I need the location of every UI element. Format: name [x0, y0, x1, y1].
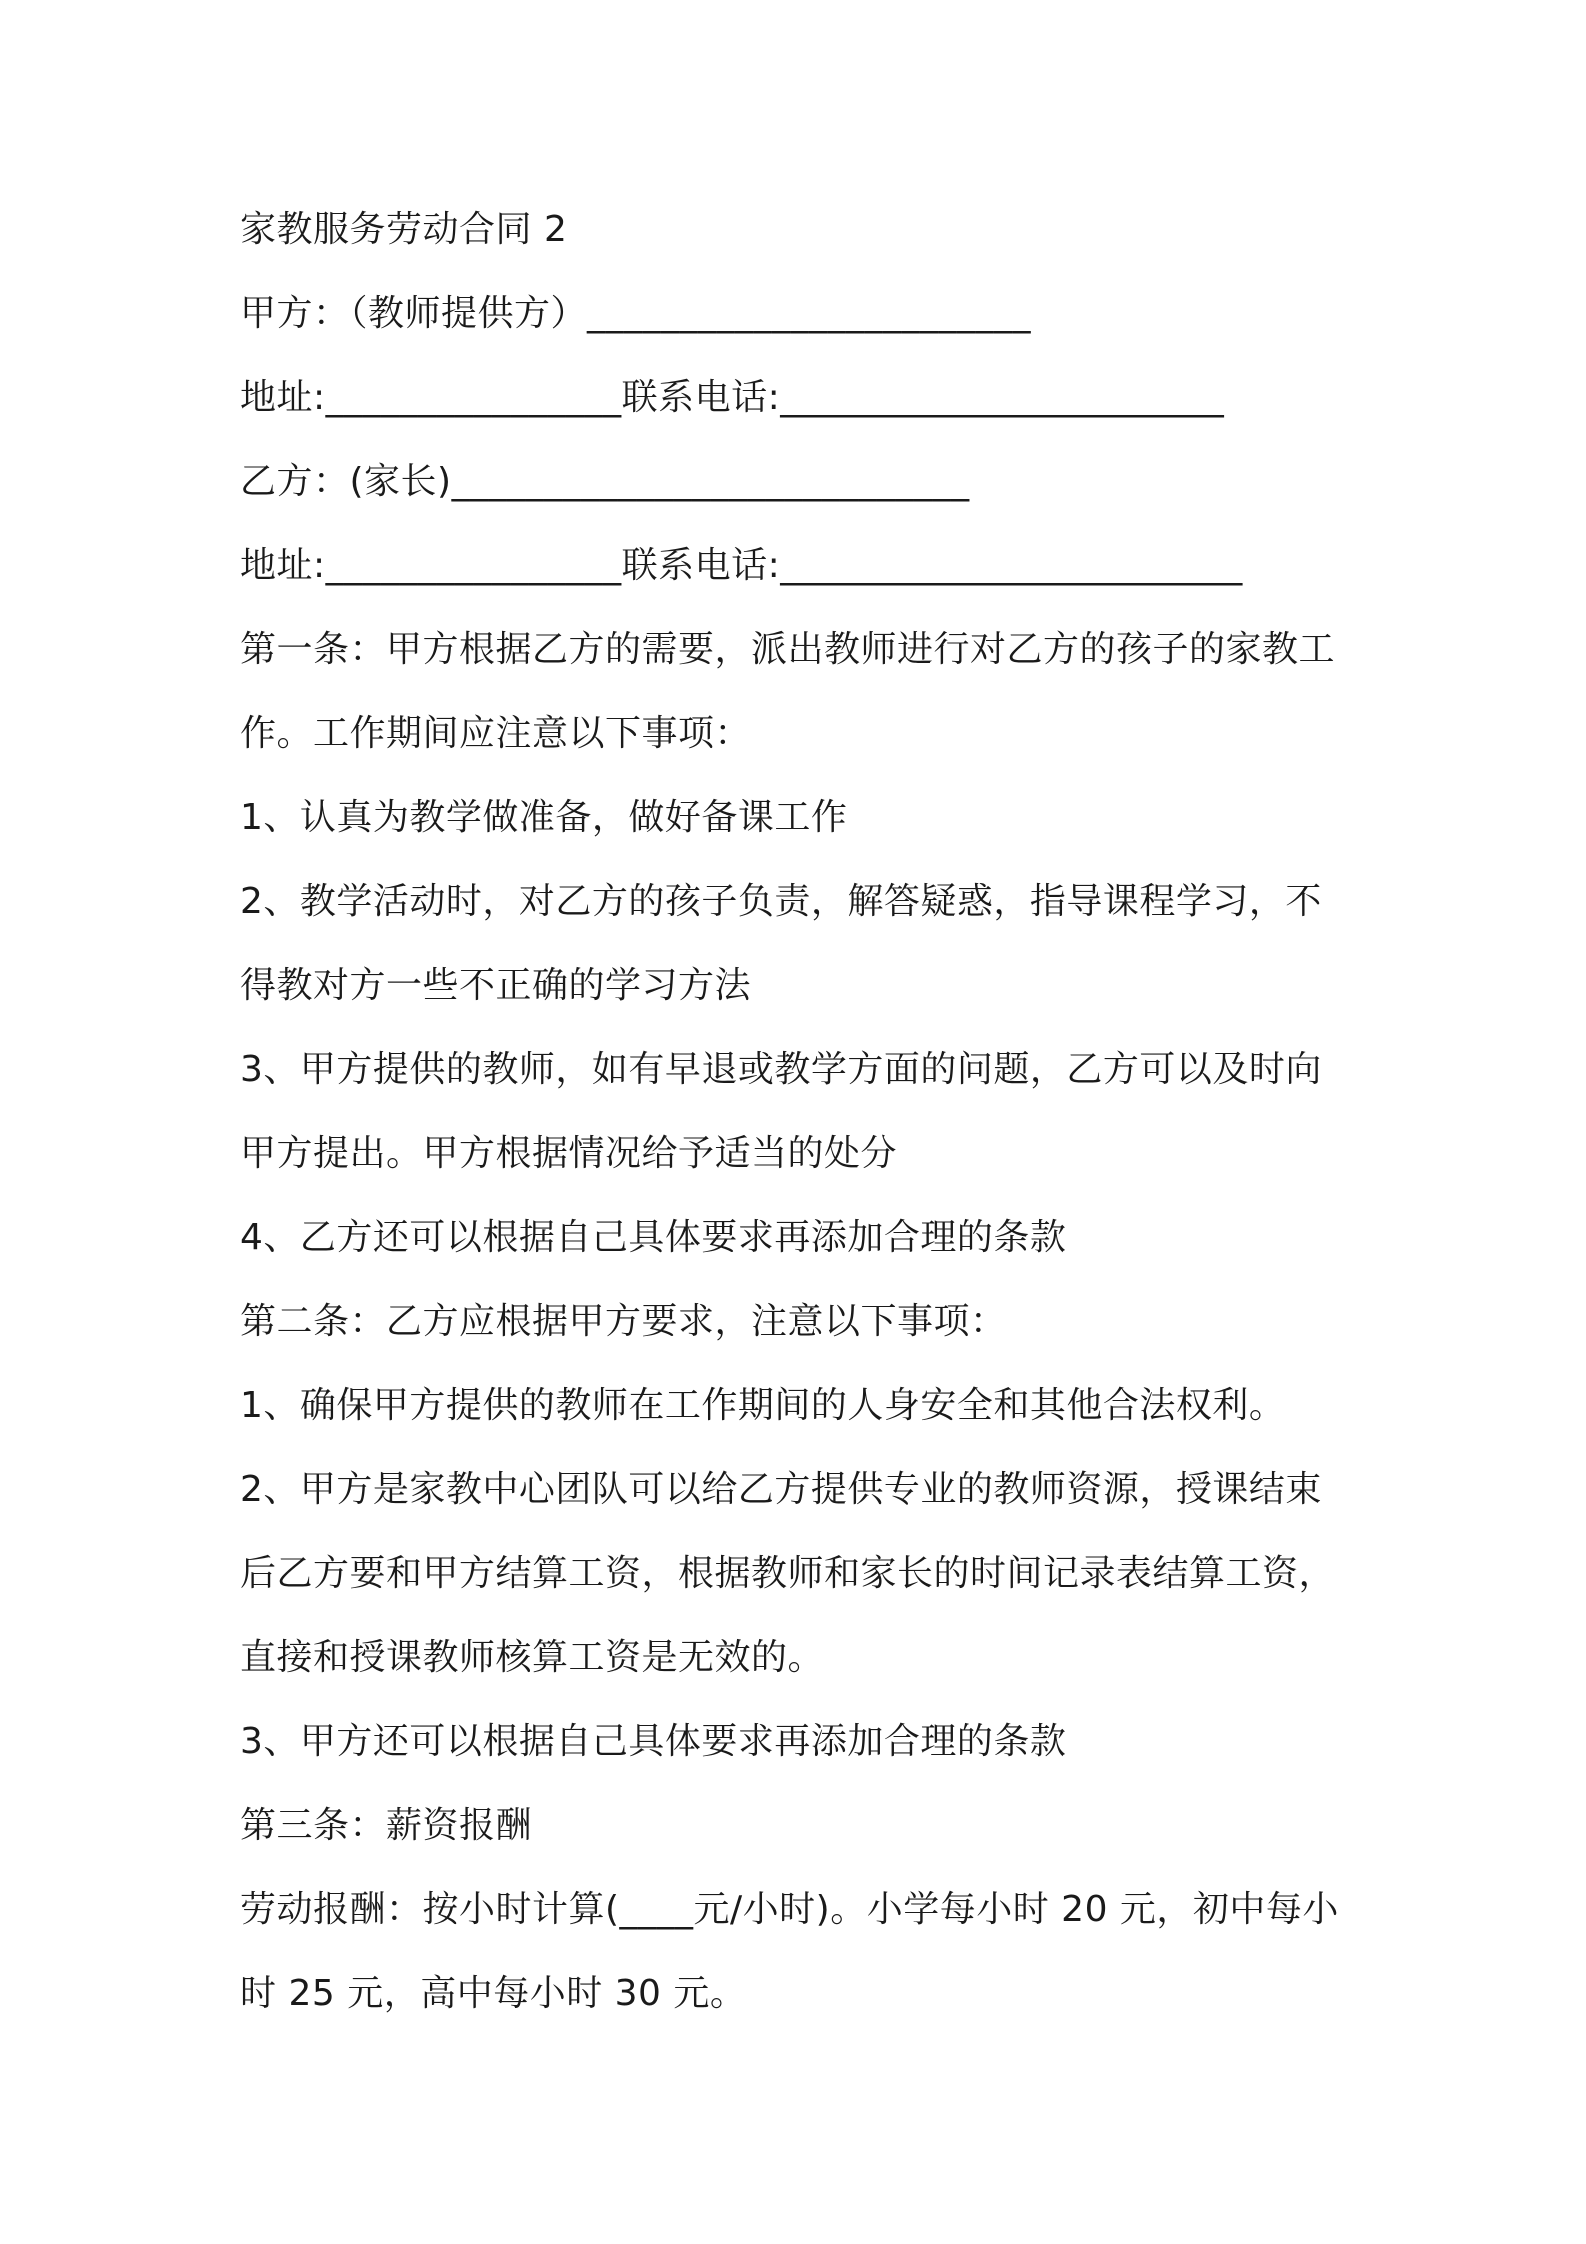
party-b-address-line: 地址:________________联系电话:_________________________	[240, 545, 1243, 586]
article-two-item-1: 1、确保甲方提供的教师在工作期间的人身安全和其他合法权利。	[240, 1385, 1286, 1426]
salary-line-2: 时 25 元，高中每小时 30 元。	[240, 1973, 747, 2014]
article-one-line-1: 第一条：甲方根据乙方的需要，派出教师进行对乙方的孩子的家教工	[240, 629, 1336, 670]
article-two-item-2-line-3: 直接和授课教师核算工资是无效的。	[240, 1637, 825, 1678]
article-three-heading: 第三条：薪资报酬	[240, 1805, 533, 1846]
article-one-line-2: 作。工作期间应注意以下事项：	[240, 713, 752, 754]
article-one-item-4: 4、乙方还可以根据自己具体要求再添加合理的条款	[240, 1217, 1067, 1258]
salary-line-1: 劳动报酬：按小时计算(____元/小时)。小学每小时 20 元，初中每小	[240, 1889, 1339, 1930]
article-two-heading: 第二条：乙方应根据甲方要求，注意以下事项：	[240, 1301, 1007, 1342]
article-one-item-3-line-1: 3、甲方提供的教师，如有早退或教学方面的问题，乙方可以及时向	[240, 1049, 1322, 1090]
article-one-item-1: 1、认真为教学做准备，做好备课工作	[240, 797, 848, 838]
article-two-item-2-line-1: 2、甲方是家教中心团队可以给乙方提供专业的教师资源，授课结束	[240, 1469, 1322, 1510]
party-b-line: 乙方：(家长)____________________________	[240, 461, 970, 502]
article-one-item-3-line-2: 甲方提出。甲方根据情况给予适当的处分	[240, 1133, 898, 1174]
party-a-line: 甲方：（教师提供方）________________________	[240, 293, 1032, 334]
article-one-item-2-line-1: 2、教学活动时，对乙方的孩子负责，解答疑惑，指导课程学习，不	[240, 881, 1322, 922]
document-title: 家教服务劳动合同 2	[240, 209, 568, 250]
party-a-address-line: 地址:________________联系电话:________________________	[240, 377, 1225, 418]
article-two-item-2-line-2: 后乙方要和甲方结算工资，根据教师和家长的时间记录表结算工资，	[240, 1553, 1336, 1594]
article-one-item-2-line-2: 得教对方一些不正确的学习方法	[240, 965, 752, 1006]
article-two-item-3: 3、甲方还可以根据自己具体要求再添加合理的条款	[240, 1721, 1067, 1762]
